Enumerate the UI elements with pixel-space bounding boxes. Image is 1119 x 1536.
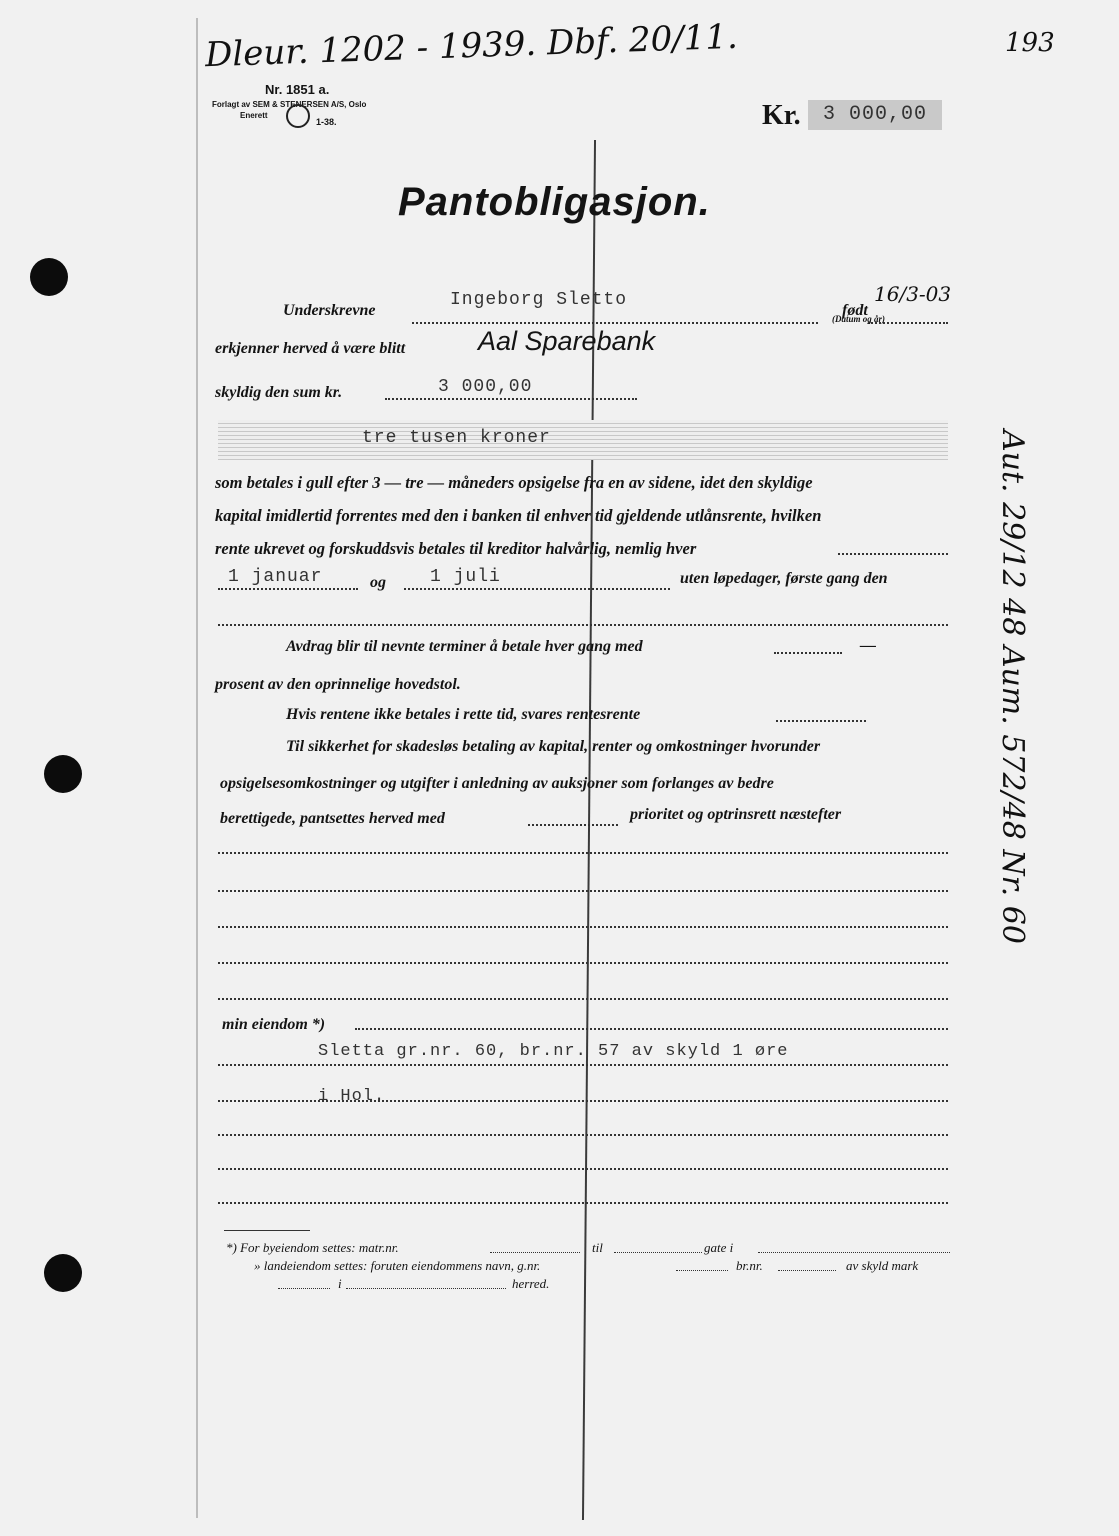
blank-line-3 — [218, 890, 948, 892]
hvis-text: Hvis rentene ikke betales i rette tid, svares rentesrente — [286, 706, 641, 723]
avdrag-dash: — — [860, 637, 876, 654]
margin-line — [196, 18, 198, 1518]
body-line-3-dots — [838, 553, 948, 555]
footnote-line-3b: herred. — [512, 1276, 550, 1291]
property-line-1: Sletta gr.nr. 60, br.nr. 57 av skyld 1 øre — [318, 1042, 789, 1061]
margin-note: Aut. 29/12 48 Aum. 572/48 Nr. 60 — [995, 430, 1030, 944]
document-title: Pantobligasjon. — [398, 180, 711, 224]
born-value: 16/3-03 — [874, 282, 952, 306]
publisher: Forlagt av SEM & STENERSEN A/S, Oslo — [212, 100, 367, 109]
body-line-4-tail: uten løpedager, første gang den — [680, 570, 888, 587]
date1-value: 1 januar — [228, 567, 323, 587]
fn-dots-3 — [758, 1252, 950, 1253]
blank-line-8 — [218, 1168, 948, 1170]
body-line-2: kapital imidlertid forrentes med den i banken til enhver tid gjeldende utlånsrente, hvilken — [215, 506, 822, 525]
date2-line — [404, 588, 670, 590]
til-line-1: Til sikkerhet for skadesløs betaling av kapital, renter og omkostninger hvorunder — [286, 738, 821, 755]
creditor-value: Aal Sparebank — [478, 326, 656, 356]
footnote-line-1b: til — [592, 1240, 603, 1255]
blank-line-2 — [218, 852, 948, 854]
fn-dots-5 — [778, 1270, 836, 1271]
blank-line-7 — [218, 1134, 948, 1136]
punch-hole-top — [30, 258, 68, 296]
footnote-line-3a: i — [338, 1276, 342, 1291]
blank-line-1 — [218, 624, 948, 626]
fn-dots-6 — [278, 1288, 330, 1289]
sum-value: 3 000,00 — [438, 377, 533, 397]
kr-amount: 3 000,00 — [808, 100, 942, 130]
fn-dots-1 — [490, 1252, 580, 1253]
body-line-1: som betales i gull efter 3 — tre — måneders opsigelse fra en av sidene, idet den skyldige — [215, 473, 813, 492]
footnote-line-2b: br.nr. — [736, 1258, 763, 1273]
handwritten-reference: Dleur. 1202 - 1939. Dbf. 20/11. — [204, 16, 739, 76]
til-line-3b: prioritet og optrinsrett næstefter — [630, 806, 842, 823]
avdrag-dots — [774, 652, 842, 654]
undersigned-label: Underskrevne — [283, 302, 376, 319]
hvis-dots — [776, 720, 866, 722]
footnote-line-2a: » landeiendom settes: foruten eiendommens navn, g.nr. — [254, 1258, 541, 1273]
sum-words-ruled-area — [218, 420, 948, 460]
footnote-line-1c: gate i — [704, 1240, 734, 1255]
property-line-2: i Hol. — [318, 1087, 386, 1106]
undersigned-value: Ingeborg Sletto — [450, 290, 628, 310]
blank-line-4 — [218, 926, 948, 928]
blank-line-5 — [218, 962, 948, 964]
priority-dots — [528, 824, 618, 826]
born-hint: (Datum og år) — [832, 314, 886, 324]
undersigned-line — [412, 322, 818, 324]
punch-hole-middle — [44, 755, 82, 793]
footnote-rule — [224, 1230, 310, 1231]
til-line-3a: berettigede, pantsettes herved med — [220, 810, 445, 827]
fn-dots-7 — [346, 1288, 506, 1289]
publisher-rights: Enerett — [240, 111, 268, 120]
date1-line — [218, 588, 358, 590]
born-label: født — [842, 302, 868, 319]
og-label: og — [370, 574, 386, 591]
avdrag-text: Avdrag blir til nevnte terminer å betale hver gang med — [286, 638, 643, 655]
edition: 1-38. — [316, 117, 337, 127]
footnote-line-2c: av skyld mark — [846, 1258, 919, 1273]
til-line-2: opsigelsesomkostninger og utgifter i anledning av auksjoner som forlanges av bedre — [220, 775, 774, 792]
prosent-text: prosent av den oprinnelige hovedstol. — [215, 676, 461, 693]
sum-line — [385, 398, 637, 400]
date2-value: 1 juli — [430, 567, 501, 587]
sum-words-value: tre tusen kroner — [362, 428, 551, 448]
kr-label: Kr. — [762, 100, 801, 131]
property-line-1-dots — [218, 1064, 948, 1066]
form-number: Nr. 1851 a. — [265, 82, 330, 97]
fn-dots-4 — [676, 1270, 728, 1271]
body-line-3: rente ukrevet og forskuddsvis betales til kreditor halvårlig, nemlig hver — [215, 539, 697, 558]
footnote-line-1a: *) For byeiendom settes: matr.nr. — [226, 1240, 399, 1255]
fn-dots-2 — [614, 1252, 702, 1253]
eiendom-line — [355, 1028, 948, 1030]
blank-line-6 — [218, 998, 948, 1000]
punch-hole-bottom — [44, 1254, 82, 1292]
page-number: 193 — [1005, 28, 1055, 58]
eiendom-label: min eiendom *) — [222, 1016, 326, 1033]
publisher-logo-icon — [286, 104, 310, 128]
creditor-label: erkjenner herved å være blitt — [215, 340, 406, 357]
sum-label: skyldig den sum kr. — [215, 384, 343, 401]
blank-line-9 — [218, 1202, 948, 1204]
